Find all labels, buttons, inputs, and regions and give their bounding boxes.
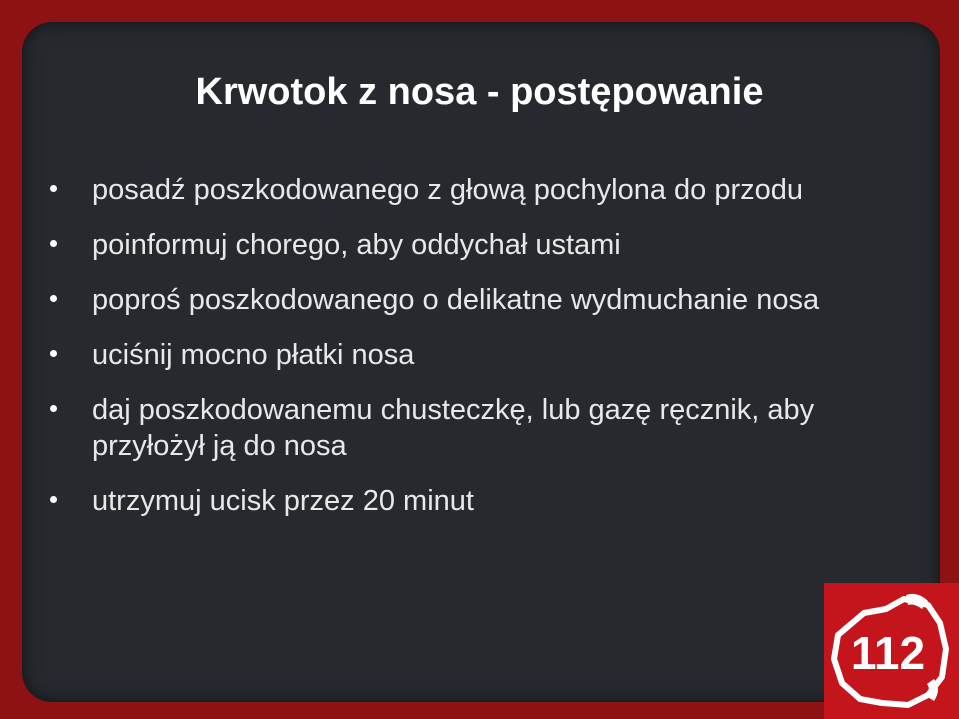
bullet-text: daj poszkodowanemu chusteczkę, lub gazę ręcznik, aby przyłożył ją do nosa bbox=[92, 394, 815, 462]
bullet-dot-icon bbox=[50, 240, 57, 247]
logo-text: 112 bbox=[850, 627, 926, 679]
bullet-text: utrzymuj ucisk przez 20 minut bbox=[92, 485, 474, 517]
bullet-dot-icon bbox=[50, 295, 57, 302]
bullet-text: uciśnij mocno płatki nosa bbox=[92, 339, 415, 371]
bullet-item bbox=[40, 392, 880, 464]
bullet-dot-icon bbox=[50, 350, 57, 357]
logo-graphic bbox=[824, 583, 959, 719]
bullet-item bbox=[40, 483, 880, 519]
bullet-list bbox=[40, 172, 880, 538]
bullet-text: poproś poszkodowanego o delikatne wydmuchanie nosa bbox=[92, 284, 820, 316]
bullet-dot-icon bbox=[50, 405, 57, 412]
bullet-item bbox=[40, 227, 880, 263]
bullet-text: posadź poszkodowanego z głową pochylona do przodu bbox=[92, 174, 803, 206]
bullet-dot-icon bbox=[50, 185, 57, 192]
emergency-112-logo-icon bbox=[824, 583, 959, 719]
bullet-item bbox=[40, 172, 880, 208]
slide-title: Krwotok z nosa - postępowanie bbox=[195, 71, 764, 113]
bullet-item bbox=[40, 337, 880, 373]
bullet-text: poinformuj chorego, aby oddychał ustami bbox=[92, 229, 621, 261]
bullet-dot-icon bbox=[50, 496, 57, 503]
bullet-item bbox=[40, 282, 880, 318]
